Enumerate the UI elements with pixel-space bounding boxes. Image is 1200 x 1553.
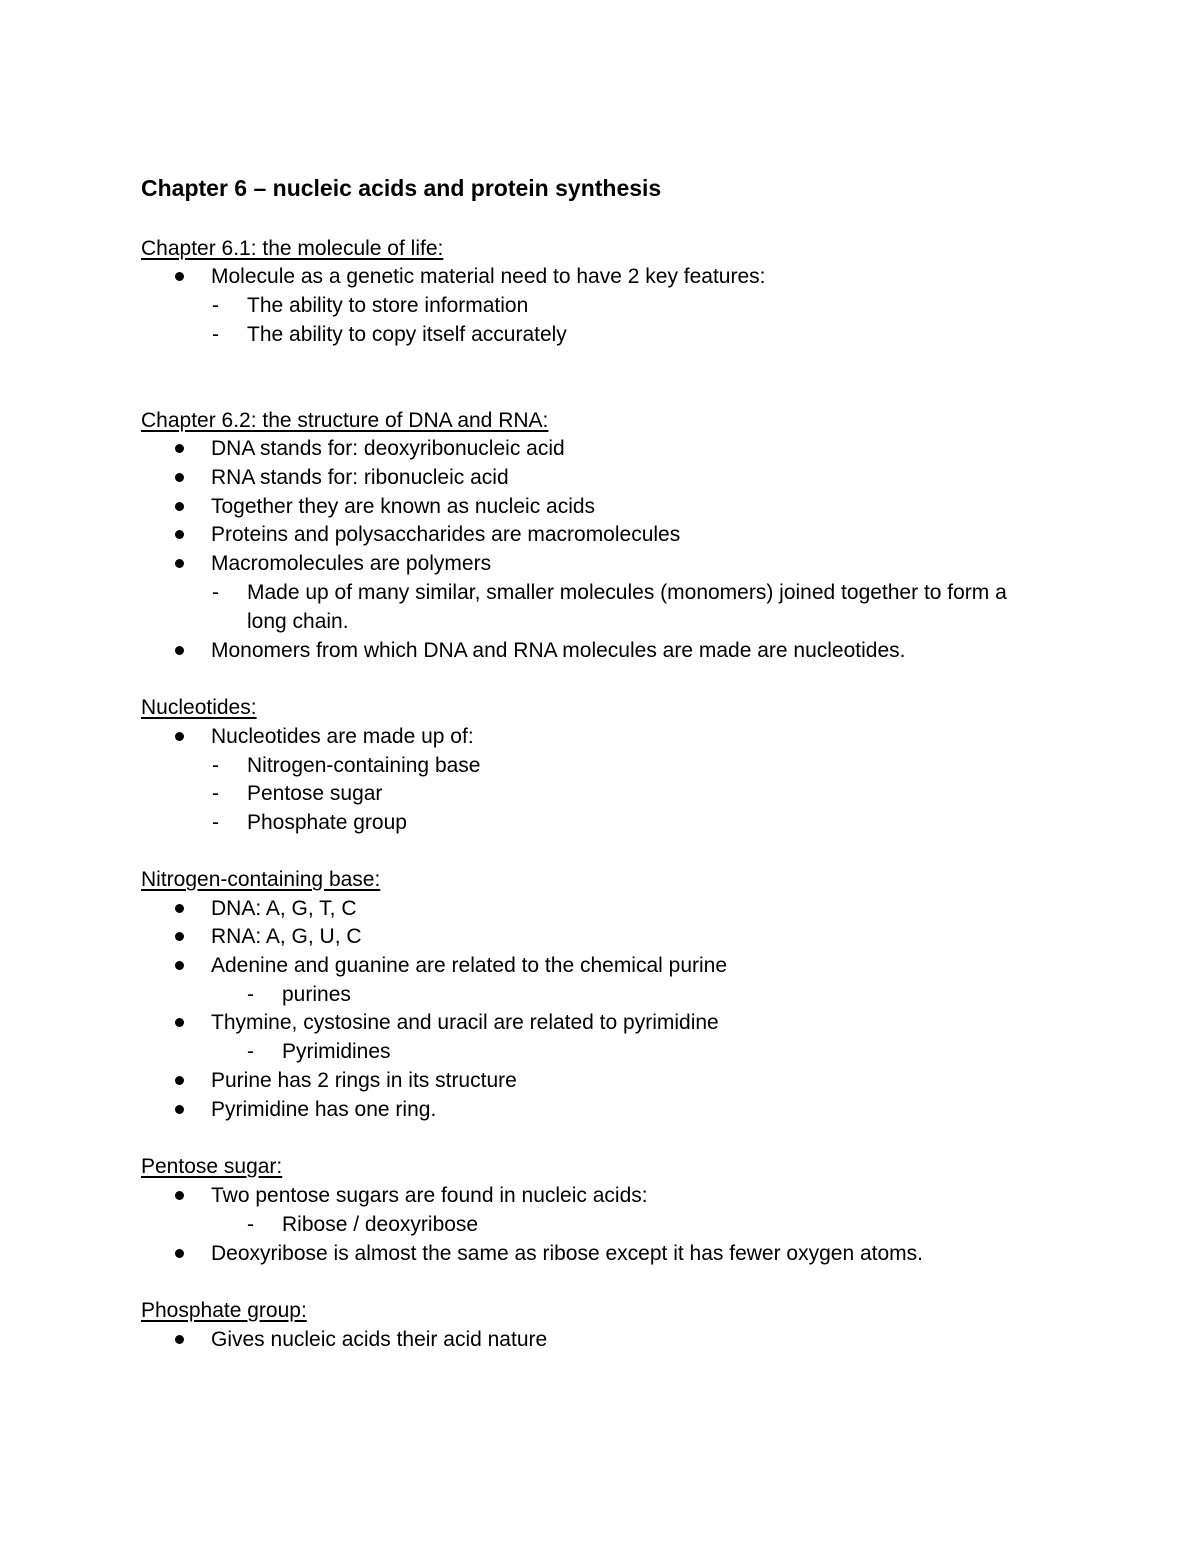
list-item: Molecule as a genetic material need to have 2 key features: <box>211 265 766 288</box>
dash-icon: - <box>247 1040 254 1063</box>
sub-list-item: Pyrimidines <box>282 1040 391 1063</box>
bullet-icon <box>175 1105 184 1114</box>
list-item: Macromolecules are polymers <box>211 552 492 575</box>
list-item: Thymine, cystosine and uracil are related to pyrimidine <box>211 1011 719 1034</box>
sub-list-item: Nitrogen-containing base <box>247 754 481 777</box>
bullet-icon <box>175 1335 184 1344</box>
dash-icon: - <box>212 294 219 317</box>
list-item: DNA stands for: deoxyribonucleic acid <box>211 437 565 460</box>
dash-icon: - <box>212 811 219 834</box>
list-item: DNA: A, G, T, C <box>211 897 357 920</box>
bullet-icon <box>175 444 184 453</box>
bullet-icon <box>175 1191 184 1200</box>
bullet-icon <box>175 473 184 482</box>
list-item: Adenine and guanine are related to the chemical purine <box>211 954 728 977</box>
bullet-icon <box>175 732 184 741</box>
sub-list-item: Ribose / deoxyribose <box>282 1213 479 1236</box>
list-item: Monomers from which DNA and RNA molecules are made are nucleotides. <box>211 639 906 662</box>
list-item: Deoxyribose is almost the same as ribose except it has fewer oxygen atoms. <box>211 1242 923 1265</box>
list-item: RNA stands for: ribonucleic acid <box>211 466 509 489</box>
dash-icon: - <box>212 323 219 346</box>
sub-list-item: The ability to copy itself accurately <box>247 323 567 346</box>
dash-icon: - <box>212 782 219 805</box>
bullet-icon <box>175 559 184 568</box>
sub-list-item: Pentose sugar <box>247 782 383 805</box>
dash-icon: - <box>212 754 219 777</box>
bullet-icon <box>175 904 184 913</box>
section-heading: Chapter 6.2: the structure of DNA and RNA: <box>141 409 549 432</box>
section-heading: Nucleotides: <box>141 696 257 719</box>
section-heading: Chapter 6.1: the molecule of life: <box>141 237 444 260</box>
list-item: RNA: A, G, U, C <box>211 925 362 948</box>
sub-list-item-continuation: long chain. <box>247 610 349 633</box>
bullet-icon <box>175 1249 184 1258</box>
section-heading: Phosphate group: <box>141 1299 307 1322</box>
bullet-icon <box>175 502 184 511</box>
dash-icon: - <box>247 1213 254 1236</box>
list-item: Purine has 2 rings in its structure <box>211 1069 517 1092</box>
section-heading: Nitrogen-containing base: <box>141 868 381 891</box>
bullet-icon <box>175 530 184 539</box>
list-item: Together they are known as nucleic acids <box>211 495 596 518</box>
list-item: Gives nucleic acids their acid nature <box>211 1328 548 1351</box>
list-item: Pyrimidine has one ring. <box>211 1098 437 1121</box>
bullet-icon <box>175 1018 184 1027</box>
sub-list-item: Phosphate group <box>247 811 407 834</box>
sub-list-item: Made up of many similar, smaller molecules (monomers) joined together to form a <box>247 581 1007 604</box>
bullet-icon <box>175 932 184 941</box>
dash-icon: - <box>212 581 219 604</box>
bullet-icon <box>175 1076 184 1085</box>
bullet-icon <box>175 646 184 655</box>
sub-list-item: The ability to store information <box>247 294 529 317</box>
page-title: Chapter 6 – nucleic acids and protein synthesis <box>141 175 662 201</box>
list-item: Proteins and polysaccharides are macromolecules <box>211 523 681 546</box>
bullet-icon <box>175 961 184 970</box>
sub-list-item: purines <box>282 983 351 1006</box>
bullet-icon <box>175 272 184 281</box>
list-item: Two pentose sugars are found in nucleic acids: <box>211 1184 648 1207</box>
list-item: Nucleotides are made up of: <box>211 725 474 748</box>
section-heading: Pentose sugar: <box>141 1155 283 1178</box>
dash-icon: - <box>247 983 254 1006</box>
